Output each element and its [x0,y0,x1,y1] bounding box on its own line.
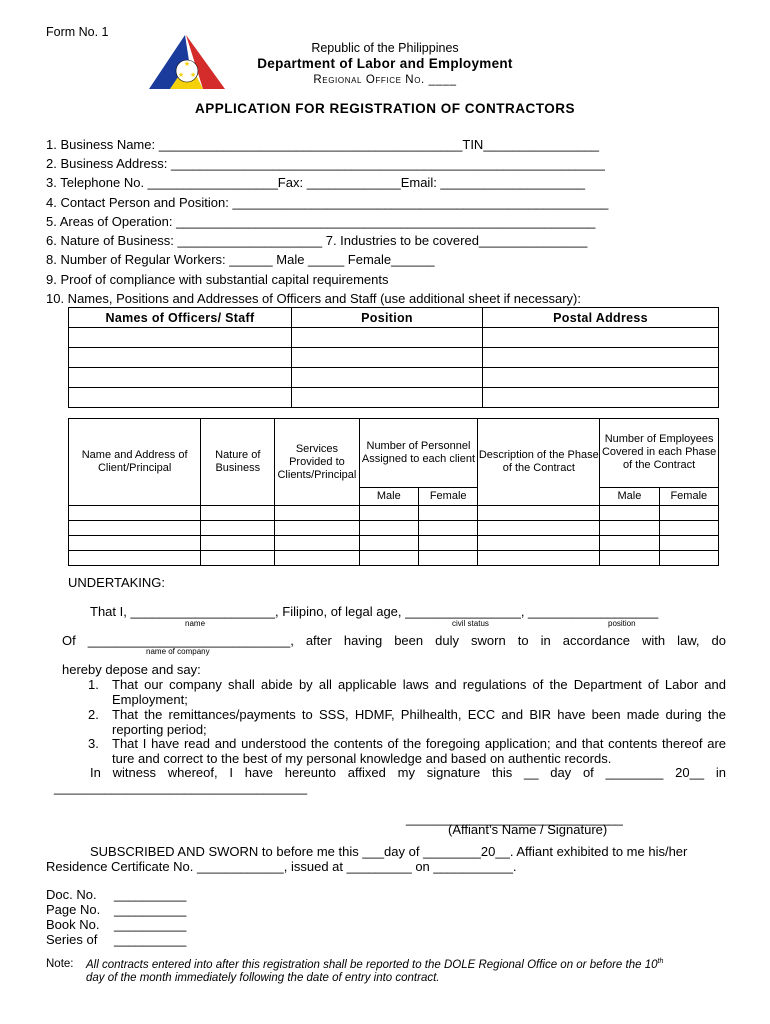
officers-table [68,307,719,408]
subscribed-line-1: SUBSCRIBED AND SWORN to before me this ___day of ________20__. Affiant exhibited to me his/her [90,844,688,859]
book-no-label: Book No. [46,917,100,932]
officers-header-position: Position [292,308,483,328]
personnel-female-header: Female [418,487,477,505]
signature-label: (Affiant’s Name / Signature) [448,822,608,837]
doc-no-field[interactable]: __________ [114,887,187,902]
svg-text:★: ★ [189,71,197,79]
table-row [69,348,719,368]
undertaking-point-3: That I have read and understood the contents of the foregoing application; and that contents thereof are ture and correct to the best of my personal knowledge and based on authentic records. [112,736,726,766]
employees-male-header: Male [600,487,659,505]
employees-female-header: Female [659,487,718,505]
table-row [69,536,719,551]
item-business-address: 2. Business Address: ____________________________________________________________ [46,156,605,171]
label-name: name [185,619,206,628]
item-regular-workers: 8. Number of Regular Workers: ______ Male _____ Female______ [46,252,435,267]
undertaking-point-1: That our company shall abide by all applicable laws and regulations of the Department of Labor and Employment; [112,677,726,707]
signature-line[interactable]: ______________________________ [406,811,623,826]
undertaking-point-2: That the remittances/payments to SSS, HDMF, Philhealth, ECC and BIR have been made during the reporting period; [112,707,726,737]
subscribed-line-2: Residence Certificate No. ____________, issued at _________ on ___________. [46,859,517,874]
note-text-2: day of the month immediately following the date of entry into contract. [86,972,440,984]
item-contact-person: 4. Contact Person and Position: ____________________________________________________ [46,195,609,210]
book-no-field[interactable]: __________ [114,917,187,932]
item-areas-of-operation: 5. Areas of Operation: __________________________________________________________ [46,214,596,229]
depose-text: hereby depose and say: [62,662,201,677]
republic-text: Republic of the Philippines [311,41,459,55]
series-field[interactable]: __________ [114,932,187,947]
label-company: name of company [146,647,210,656]
page-title: APPLICATION FOR REGISTRATION OF CONTRACTORS [195,101,575,116]
clients-table [68,418,719,566]
table-row [69,521,719,536]
regional-office: Regional Office No. ____ [313,74,457,86]
label-position: position [608,619,636,628]
doc-no-label: Doc. No. [46,887,97,902]
item-telephone: 3. Telephone No. __________________Fax: _____________Email: ____________________ [46,175,586,190]
officers-header-name: Names of Officers/ Staff [69,308,292,328]
clients-header-description: Description of the Phase of the Contract [478,419,600,506]
clients-header-name: Name and Address of Client/Principal [69,419,201,506]
personnel-male-header: Male [359,487,418,505]
svg-text:★: ★ [177,71,185,79]
label-civil-status: civil status [452,619,489,628]
witness-text: In witness whereof, I have hereunto affixed my signature this __ day of ________ 20__ in [90,765,726,780]
svg-text:★: ★ [183,60,191,68]
clients-header-employees: Number of Employees Covered in each Phase of the Contract [600,419,719,488]
form-number: Form No. 1 [46,25,109,39]
clients-header-nature: Nature of Business [201,419,275,506]
page-no-label: Page No. [46,902,101,917]
undertaking-heading: UNDERTAKING: [68,575,166,590]
table-row [69,506,719,521]
item-proof-of-compliance: 9. Proof of compliance with substantial capital requirements [46,272,389,287]
item-business-name: 1. Business Name: __________________________________________TIN________________ [46,137,599,152]
table-row [69,388,719,408]
table-row [69,551,719,566]
table-row [69,328,719,348]
table-row [69,368,719,388]
witness-blank: ___________________________________ [54,780,308,795]
series-label: Series of [46,932,98,947]
item-nature-of-business: 6. Nature of Business: ____________________ 7. Industries to be covered_______________ [46,233,588,248]
page-no-field[interactable]: __________ [114,902,187,917]
undertaking-line-2: Of ____________________________, after having been duly sworn to in accordance with law, do [62,633,726,648]
item-officers-staff: 10. Names, Positions and Addresses of Officers and Staff (use additional sheet if necessary): [46,291,581,306]
undertaking-line-1: That I, ____________________, Filipino, of legal age, ________________, __________________ [90,604,659,619]
officers-header-address: Postal Address [483,308,719,328]
clients-header-personnel: Number of Personnel Assigned to each client [359,419,478,488]
note-text-1: All contracts entered into after this registration shall be reported to the DOLE Regional Office on or before the 10th [86,958,664,971]
department-name: Department of Labor and Employment [257,56,513,71]
clients-header-services: Services Provided to Clients/Principal [275,419,359,506]
note-label: Note: [46,958,74,970]
